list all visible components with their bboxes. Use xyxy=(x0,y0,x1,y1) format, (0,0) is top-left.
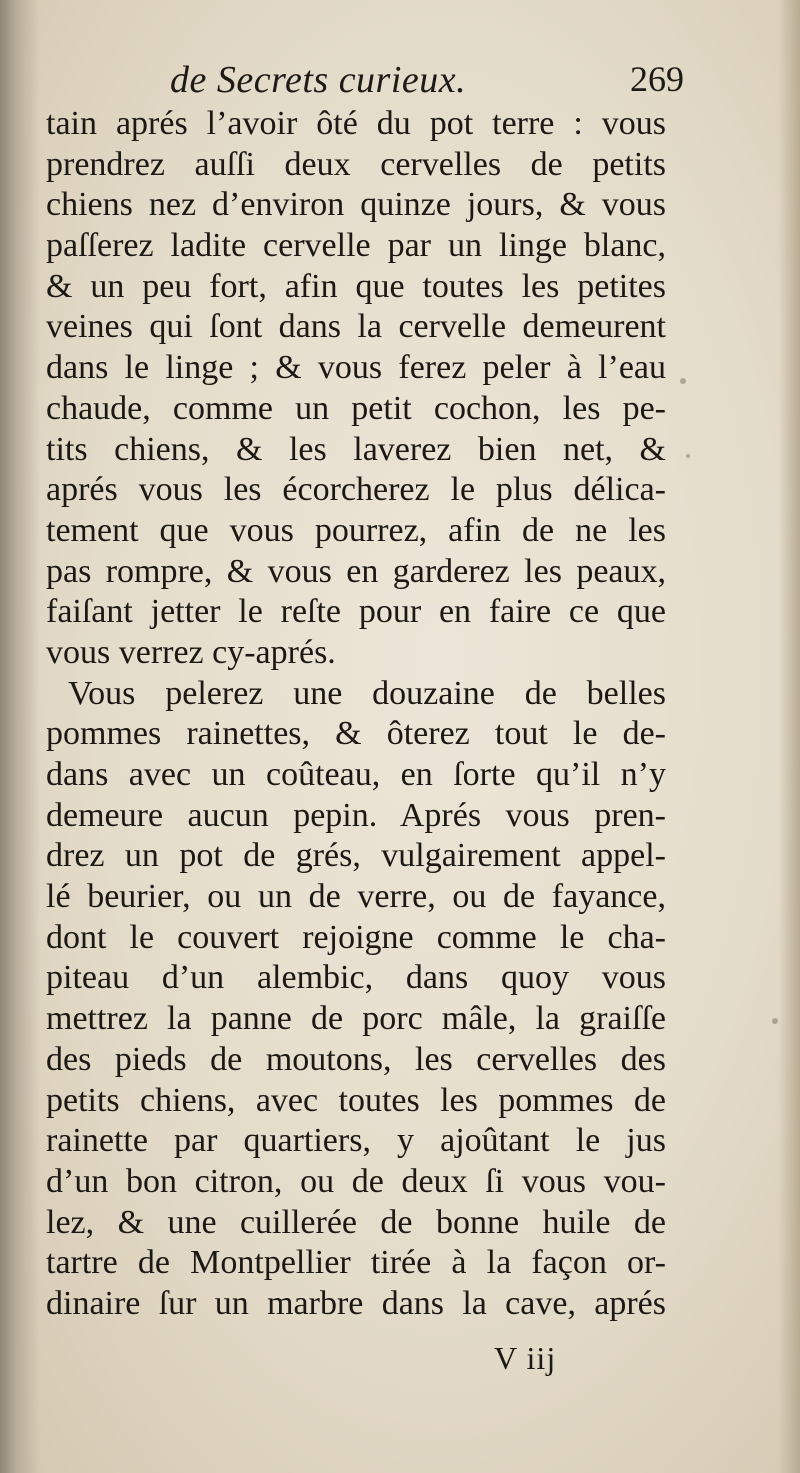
body-text xyxy=(46,104,666,1325)
signature-mark: V iij xyxy=(494,1340,557,1376)
text-line: demeure aucun pepin. Aprés vous pren- xyxy=(46,796,666,834)
text-line: Vous pelerez une douzaine de belles xyxy=(68,674,666,712)
gutter-shadow xyxy=(0,0,40,1473)
paper-speck xyxy=(686,454,690,458)
text-line: veines qui ſont dans la cervelle demeurent xyxy=(46,308,666,346)
text-line: piteau d’un alembic, dans quoy vous xyxy=(46,959,666,997)
text-line: des pieds de moutons, les cervelles des xyxy=(46,1040,666,1078)
text-line: chaude, comme un petit cochon, les pe- xyxy=(46,389,666,427)
text-line: pas rompre, & vous en garderez les peaux, xyxy=(46,552,666,590)
text-line: & un peu fort, afin que toutes les petites xyxy=(46,267,666,305)
text-line: prendrez auſſi deux cervelles de petits xyxy=(46,145,666,183)
text-line: lez, & une cuillerée de bonne huile de xyxy=(46,1203,666,1241)
paper-speck xyxy=(772,1018,778,1024)
text-line: vous verrez cy-aprés. xyxy=(46,633,336,671)
text-line: rainette par quartiers, y ajoûtant le jus xyxy=(46,1122,666,1160)
text-line: dans avec un coûteau, en ſorte qu’il n’y xyxy=(46,756,666,793)
text-line: aprés vous les écorcherez le plus délica- xyxy=(46,471,666,509)
text-line: tartre de Montpellier tirée à la façon or- xyxy=(46,1244,666,1282)
text-line: faiſant jetter le reſte pour en faire ce que xyxy=(46,593,666,631)
text-line: petits chiens, avec toutes les pommes de xyxy=(46,1081,666,1119)
text-line: paſſerez ladite cervelle par un linge blanc, xyxy=(46,227,666,265)
running-title: de Secrets curieux. xyxy=(170,59,467,101)
page-number: 269 xyxy=(630,59,684,99)
text-line: tits chiens, & les laverez bien net, & xyxy=(46,430,666,468)
text-line: dans le linge ; & vous ferez peler à l’eau xyxy=(46,349,666,387)
text-line: tain aprés l’avoir ôté du pot terre : vous xyxy=(46,105,666,142)
text-line: drez un pot de grés, vulgairement appel- xyxy=(46,837,666,875)
text-line: d’un bon citron, ou de deux ſi vous vou- xyxy=(46,1162,666,1200)
text-line: pommes rainettes, & ôterez tout le de- xyxy=(46,715,666,753)
page-header xyxy=(170,58,690,108)
text-line: mettrez la panne de porc mâle, la graiſſe xyxy=(46,1000,666,1038)
text-line: tement que vous pourrez, afin de ne les xyxy=(46,511,666,549)
text-line: dont le couvert rejoigne comme le cha- xyxy=(46,918,666,956)
page-edge-shadow xyxy=(778,0,800,1473)
text-line: lé beurier, ou un de verre, ou de fayance, xyxy=(46,878,666,916)
paper-speck xyxy=(680,378,686,384)
text-line: dinaire ſur un marbre dans la cave, aprés xyxy=(46,1284,666,1322)
text-line: chiens nez d’environ quinze jours, & vous xyxy=(46,186,666,224)
